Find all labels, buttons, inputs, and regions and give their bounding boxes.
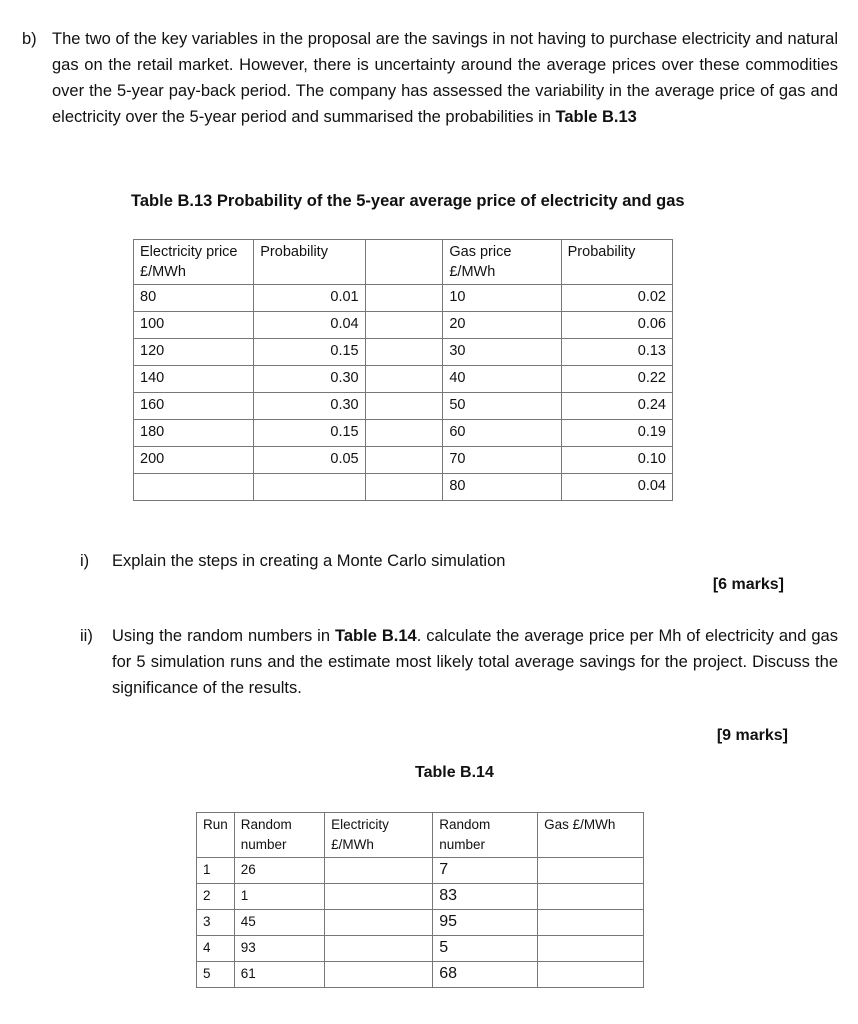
table-cell: 0.19 xyxy=(561,420,672,447)
q-i-text: Explain the steps in creating a Monte Carlo simulation xyxy=(112,552,506,570)
table-cell: 68 xyxy=(433,962,538,988)
table-b14 xyxy=(196,812,644,988)
table-cell: 0.13 xyxy=(561,339,672,366)
table-cell: 26 xyxy=(234,858,324,884)
q-i-marks: [6 marks] xyxy=(712,576,784,593)
table-cell: 0.04 xyxy=(254,312,365,339)
part-label: b) xyxy=(22,30,37,48)
table-cell xyxy=(365,285,443,312)
table-cell xyxy=(538,884,644,910)
intro-text: The two of the key variables in the proposal are the savings in not having to purchase electricity and natural gas on the retail market. However, there is uncertainty around the average prices over these commodities over the 5-year pay-back period. The company has assessed the variability in the average price of gas and electricity over the 5-year period and summarised the probabilities in xyxy=(52,30,838,126)
table-cell: 0.30 xyxy=(254,366,365,393)
table-cell xyxy=(538,858,644,884)
q-ii-marks: [9 marks] xyxy=(716,727,788,744)
table-cell: 0.02 xyxy=(561,285,672,312)
table-cell: 100 xyxy=(134,312,254,339)
table-cell: 95 xyxy=(433,910,538,936)
table-cell xyxy=(365,339,443,366)
column-header xyxy=(365,240,443,285)
table-cell: 70 xyxy=(443,447,561,474)
column-header: Probability xyxy=(254,240,365,285)
table-cell: 0.30 xyxy=(254,393,365,420)
column-header: Electricity £/MWh xyxy=(325,813,433,858)
table-cell xyxy=(325,884,433,910)
table-cell: 200 xyxy=(134,447,254,474)
table-cell: 0.10 xyxy=(561,447,672,474)
table-cell: 120 xyxy=(134,339,254,366)
table-cell: 140 xyxy=(134,366,254,393)
table-cell xyxy=(325,962,433,988)
table-cell xyxy=(325,936,433,962)
q-ii-pre: Using the random numbers in xyxy=(112,627,331,645)
table-cell: 3 xyxy=(197,910,235,936)
table-cell: 0.24 xyxy=(561,393,672,420)
table-cell xyxy=(365,474,443,501)
table-row xyxy=(134,393,673,420)
part-b-text xyxy=(52,26,838,130)
table-cell: 5 xyxy=(433,936,538,962)
table-cell: 7 xyxy=(433,858,538,884)
table-b14-title: Table B.14 xyxy=(415,764,494,781)
table-row xyxy=(134,366,673,393)
table-cell: 80 xyxy=(443,474,561,501)
column-header: Probability xyxy=(561,240,672,285)
table-row xyxy=(134,420,673,447)
table-cell: 60 xyxy=(443,420,561,447)
column-header: Electricity price £/MWh xyxy=(134,240,254,285)
table-cell xyxy=(365,312,443,339)
table-b13 xyxy=(133,239,673,501)
table-cell: 45 xyxy=(234,910,324,936)
table-cell xyxy=(365,420,443,447)
table-ref: Table B.13 xyxy=(555,108,637,126)
table-row xyxy=(134,474,673,501)
table-cell: 0.15 xyxy=(254,420,365,447)
table-cell xyxy=(365,447,443,474)
table-cell xyxy=(325,910,433,936)
table-row xyxy=(197,936,644,962)
table-b13-title: Table B.13 Probability of the 5-year average price of electricity and gas xyxy=(131,192,685,210)
table-cell: 0.05 xyxy=(254,447,365,474)
table-row xyxy=(134,312,673,339)
table-cell xyxy=(538,910,644,936)
table-cell xyxy=(254,474,365,501)
table-row xyxy=(197,910,644,936)
table-row xyxy=(197,884,644,910)
table-cell: 40 xyxy=(443,366,561,393)
table-row xyxy=(134,447,673,474)
table-row xyxy=(134,339,673,366)
table-cell: 180 xyxy=(134,420,254,447)
q-i-label: i) xyxy=(80,552,90,570)
table-row xyxy=(197,858,644,884)
table-cell: 5 xyxy=(197,962,235,988)
table-cell: 0.04 xyxy=(561,474,672,501)
table-cell: 0.22 xyxy=(561,366,672,393)
q-ii-text xyxy=(112,623,838,701)
table-cell: 61 xyxy=(234,962,324,988)
table-ref: Table B.14 xyxy=(335,627,417,645)
table-row xyxy=(134,285,673,312)
q-ii-label: ii) xyxy=(80,627,93,645)
table-cell: 30 xyxy=(443,339,561,366)
column-header: Gas £/MWh xyxy=(538,813,644,858)
table-header-row xyxy=(134,240,673,285)
table-cell xyxy=(365,366,443,393)
table-cell: 2 xyxy=(197,884,235,910)
table-cell: 160 xyxy=(134,393,254,420)
table-cell: 0.15 xyxy=(254,339,365,366)
table-cell: 0.01 xyxy=(254,285,365,312)
table-cell: 93 xyxy=(234,936,324,962)
table-header-row xyxy=(197,813,644,858)
table-cell xyxy=(365,393,443,420)
column-header: Gas price £/MWh xyxy=(443,240,561,285)
table-cell: 80 xyxy=(134,285,254,312)
table-cell xyxy=(325,858,433,884)
column-header: Random number xyxy=(433,813,538,858)
table-cell xyxy=(538,936,644,962)
column-header: Run xyxy=(197,813,235,858)
table-cell xyxy=(538,962,644,988)
table-cell: 20 xyxy=(443,312,561,339)
q-ii-post: . calculate the average price per Mh of electricity and gas for 5 simulation runs and the estimate most likely total average savings for the project. Discuss the significance of the results. xyxy=(112,627,838,697)
table-cell: 0.06 xyxy=(561,312,672,339)
table-cell: 4 xyxy=(197,936,235,962)
table-cell: 1 xyxy=(234,884,324,910)
table-row xyxy=(197,962,644,988)
table-cell: 10 xyxy=(443,285,561,312)
table-cell: 50 xyxy=(443,393,561,420)
table-cell: 1 xyxy=(197,858,235,884)
table-cell xyxy=(134,474,254,501)
column-header: Random number xyxy=(234,813,324,858)
table-cell: 83 xyxy=(433,884,538,910)
